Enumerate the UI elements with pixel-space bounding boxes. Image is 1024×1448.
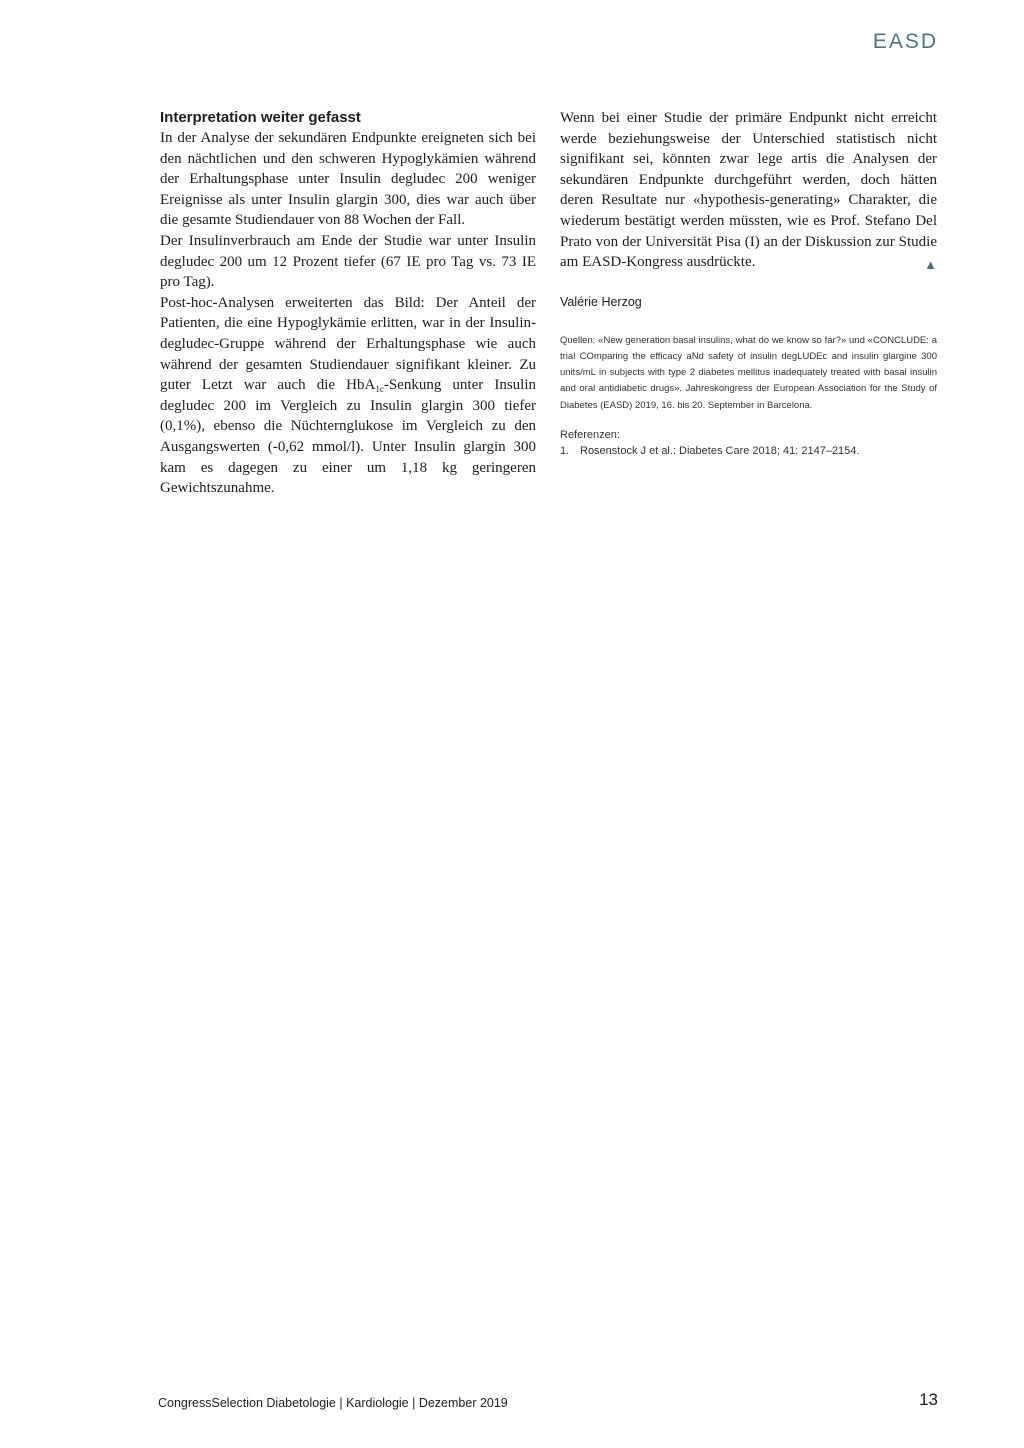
footer-publication: CongressSelection Diabetologie | Kardiologie | Dezember 2019 — [158, 1396, 508, 1410]
reference-text: Rosenstock J et al.: Diabetes Care 2018; 41: 2147–2154. — [580, 444, 860, 457]
left-column — [160, 108, 536, 499]
reference-item — [560, 443, 937, 459]
references-label: Referenzen: — [560, 428, 620, 441]
paragraph-insulin-consumption: Der Insulinverbrauch am Ende der Studie war unter Insulin degludec 200 um 12 Prozent tiefer (67 IE pro Tag vs. 73 IE pro Tag). — [160, 232, 536, 291]
section-label: EASD — [872, 30, 938, 53]
paragraph-primary-endpoint — [560, 108, 937, 273]
paragraph-secondary-endpoints: In der Analyse der sekundären Endpunkte ereigneten sich bei den nächtlichen und den schweren Hypoglykämien während der Erhaltungsphase unter Insulin degludec 200 weniger Ereignisse als unter Insulin glargin 300, dies war auch über die gesamte Studiendauer von 88 Wochen der Fall. — [160, 130, 536, 229]
article-end-triangle-icon: ▲ — [924, 257, 937, 273]
post-hoc-text-b: -Senkung unter Insulin degludec 200 im Vergleich zu Insulin glargin 300 tiefer (0,1%), ebenso die Nüchternglukose im Vergleich zu den Ausgangswerten (-0,62 mmol/l). Unter Insulin glargin 300 kam es dagegen zu einer um 1,18 kg geringeren Gewichtszunahme. — [160, 377, 536, 497]
author-name: Valérie Herzog — [560, 294, 642, 309]
hba1c-subscript: 1c — [375, 384, 384, 395]
page-number: 13 — [919, 1390, 938, 1409]
paragraph-post-hoc — [160, 293, 536, 499]
post-hoc-text-a: Post-hoc-Analysen erweiterten das Bild: Der Anteil der Patienten, die eine Hypoglykämie erlitten, war in der Insulin-degludec-Gruppe während der Erhaltungsphase wie auch während der gesamten Studiendauer signifikant kleiner. Zu guter Letzt war auch die HbA — [160, 294, 536, 394]
sources-note: Quellen: «New generation basal insulins, what do we know so far?» und «CONCLUDE: a trial COmparing the efficacy aNd safety of insulin degLUDEc and insulin glargine 300 units/mL in subjects with type 2 diabetes mellitus inadequately treated with basal insulin and oral antidiabetic drugs». Jahreskongress der European Association for the Study of Diabetes (EASD) 2019, 16. bis 20. September in Barcelona. — [560, 334, 937, 411]
reference-number: 1. — [560, 444, 570, 457]
primary-endpoint-text: Wenn bei einer Studie der primäre Endpunkt nicht erreicht werde beziehungsweise der Unterschied statistisch nicht signifikant sei, könnten zwar lege artis die Analysen der sekundären Endpunkte durchgeführt werden, doch hätten deren Resultate nur «hypothesis-generating» Charakter, die wiederum bestätigt werden müssten, wie es Prof. Stefano Del Prato von der Universität Pisa (I) an der Diskussion zur Studie am EASD-Kongress ausdrückte. — [560, 110, 937, 271]
right-column — [560, 108, 937, 459]
section-heading: Interpretation weiter gefasst — [160, 109, 361, 126]
